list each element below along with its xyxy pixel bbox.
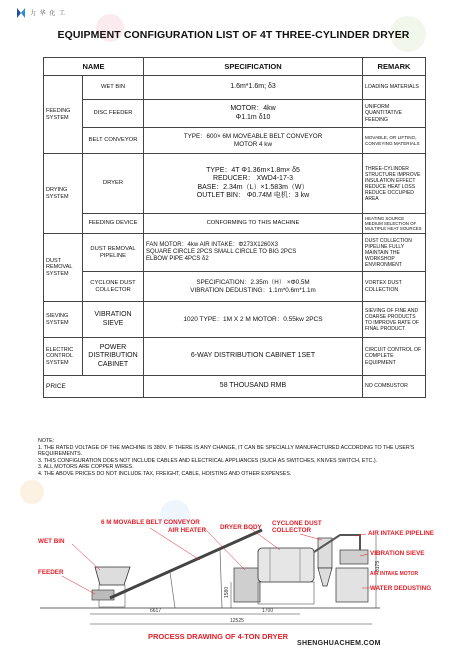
wet-bin-shape [95,567,130,585]
table-row [44,100,426,128]
drawing-caption: PROCESS DRAWING OF 4-TON DRYER [148,632,289,641]
row-spec: 1020 TYPE：1M X 2 M MOTOR：0.55kw 2PCS [144,302,363,338]
label-dryer-body: DRYER BODY [220,524,262,531]
belt-support [220,550,222,608]
dim-label: 1700 [262,608,274,614]
row-spec [144,234,363,272]
table-row [44,154,426,214]
label-cyclone: CYCLONE DUST COLLECTOR [272,520,322,534]
header-name: NAME [44,58,144,76]
row-remark: VORTEX DUST COLLECTION [363,272,426,302]
spec-line: VIBRATION DEDUSTING：1.1m*0.6m*1.1m [190,286,316,294]
row-name: VIBRATION SIEVE [83,302,144,338]
label-air-intake-pipeline: AIR INTAKE PIPELINE [368,530,435,537]
vibration-sieve-shape [340,550,368,564]
row-remark: THREE-CYLINDER STRUCTURE IMPROVE INSULATION EFFECT REDUCE HEAT LOSS REDUCE OCCUPIED AREA [363,154,426,214]
spec-line: BASE：2.34m（L）×1.583m（W） [197,183,309,191]
label-feeder: FEEDER [38,569,64,576]
dryer-base [258,582,314,604]
water-dedusting-shape [336,568,368,602]
row-name: BELT CONVEYOR [83,128,144,154]
label-air-heater: AIR HEATER [168,527,207,534]
table-row [44,128,426,154]
group-drying-system: DRYING SYSTEM [44,154,83,234]
spec-line: TYPE：600× 6M MOVEABLE BELT CONVEYOR [183,132,323,140]
label-belt-conveyor: 6 M MOVABLE BELT CONVEYOR [101,519,200,526]
spec-line: OUTLET BIN： Φ0.74M 电机：3 kw [196,191,310,199]
row-name: PRICE [44,376,144,398]
spec-line: Φ1.1m δ10 [235,113,271,121]
dryer-body-shape [258,548,314,582]
row-remark: CIRCUIT CONTROL OF COMPLETE EQUIPMENT [363,338,426,376]
header-specification: SPECIFICATION [144,58,363,76]
belt-support [170,572,175,608]
row-spec [144,128,363,154]
leader-line [72,544,100,570]
table-row [44,76,426,100]
header-remark: REMARK [363,58,426,76]
dim-label: 1580 [224,586,230,598]
spec-line: SPECIFICATION：2.35m（H） ×Φ0.5M [196,278,310,286]
table-row [44,214,426,234]
row-name: WET BIN [83,76,144,100]
note-item: 3. ALL MOTORS ARE COPPER WIRES. [38,464,134,471]
group-electric-control-system: ELECTRIC CONTROL SYSTEM [44,338,83,376]
page-title: EQUIPMENT CONFIGURATION LIST OF 4T THREE-CYLINDER DRYER [57,29,410,41]
row-name: DISC FEEDER [83,100,144,128]
row-spec: CONFORMING TO THIS MACHINE [144,214,363,234]
row-name: DRYER [83,154,144,214]
equipment-table [43,57,426,398]
row-remark: SIEVING OF FINE AND COARSE PRODUCTS TO IMPROVE RATE OF FINAL PRODUCT [363,302,426,338]
spec-line: SQUARE CIRCLE 2PCS SMALL CIRCLE TO BIG 2PCS [146,248,297,255]
row-spec [144,154,363,214]
row-remark: NO COMBUSTOR [363,376,426,398]
dim-label: 6617 [150,608,162,614]
group-feeding-system: FEEDING SYSTEM [44,76,83,154]
brand-name: 力 华 化 工 [30,11,67,17]
row-name: POWER DISTRIBUTION CABINET [83,338,144,376]
row-remark: DUST COLLECTION PIPELINE FULLY MAINTAIN THE WORKSHOP ENVIRONMENT [363,234,426,272]
table-header-row [44,58,426,76]
table-row [44,272,426,302]
label-air-intake-motor: AIR INTAKE MOTOR [370,571,419,577]
note-item: 3. THIS CONFIGURATION DOES NOT INCLUDE CABLES AND ELECTRICAL APPLIANCES (SUCH AS SWITCHES, KNIVES SWITCH, ETC.). [38,457,378,464]
company-logo-icon [14,6,28,20]
row-remark: MOVABLE, OR LIFTING, CONVEYING MATERIALS [363,128,426,154]
note-item: 1. THE RATED VOLTAGE OF THE MACHINE IS 380V. IF THERE IS ANY CHANGE, IT CAN BE SPECIALLY MANUFACTURED ACCORDING TO THE USER'S REQUIREMENTS. [38,444,415,458]
notes-section [38,438,438,478]
spec-line: ELBOW PIPE 4PCS δ2 [146,256,209,263]
row-spec: 1.6m*1.6m; δ3 [144,76,363,100]
label-water-dedusting: WATER DEDUSTING [370,585,432,592]
group-sieving-system: SIEVING SYSTEM [44,302,83,338]
row-spec [144,272,363,302]
cyclone-cone [318,568,332,586]
leader-line [204,528,245,570]
leader-line [300,534,322,540]
spec-line: FAN MOTOR：4kw AIR INTAKE：Φ273X1260X3 [146,241,278,248]
group-dust-removal-system: DUST REMOVAL SYSTEM [44,234,83,302]
dim-label: 12525 [230,618,244,624]
leader-line [62,576,95,594]
notes-heading: NOTE: [38,438,55,444]
air-heater-shape [234,568,260,602]
row-remark: UNIFORM QUANTITATIVE FEEDING [363,100,426,128]
row-remark: HEATING SOURCE MEDIUM SELECTION OF MULTIPLE HEAT SOURCES [363,214,426,234]
spec-line: MOTOR：4kw [230,105,276,113]
table-row [44,338,426,376]
label-vibration-sieve: VIBRATION SIEVE [370,550,425,557]
table-row [44,302,426,338]
website-url: SHENGHUACHEM.COM [297,640,381,647]
dim-label: 3175 [375,560,381,572]
spec-line: REDUCER： XWD4-17-3 [212,175,294,183]
row-name: FEEDING DEVICE [83,214,144,234]
row-spec [144,100,363,128]
row-spec: 6-WAY DISTRIBUTION CABINET 1SET [144,338,363,376]
table-row [44,376,426,398]
row-remark: LOADING MATERIALS [363,76,426,100]
note-item: 4. THE ABOVE PRICES DO NOT INCLUDE TAX, FREIGHT, CABLE, HOISTING AND OTHER EXPENSES. [38,471,292,478]
row-spec: 58 THOUSAND RMB [144,376,363,398]
table-row [44,234,426,272]
row-name: DUST REMOVAL PIPELINE [83,234,144,272]
row-name: CYCLONE DUST COLLECTOR [83,272,144,302]
label-wet-bin: WET BIN [38,538,65,545]
spec-line: MOTOR 4 kw [233,140,273,148]
spec-line: TYPE：4T Φ1.36m×1.8m× δ5 [206,166,300,174]
